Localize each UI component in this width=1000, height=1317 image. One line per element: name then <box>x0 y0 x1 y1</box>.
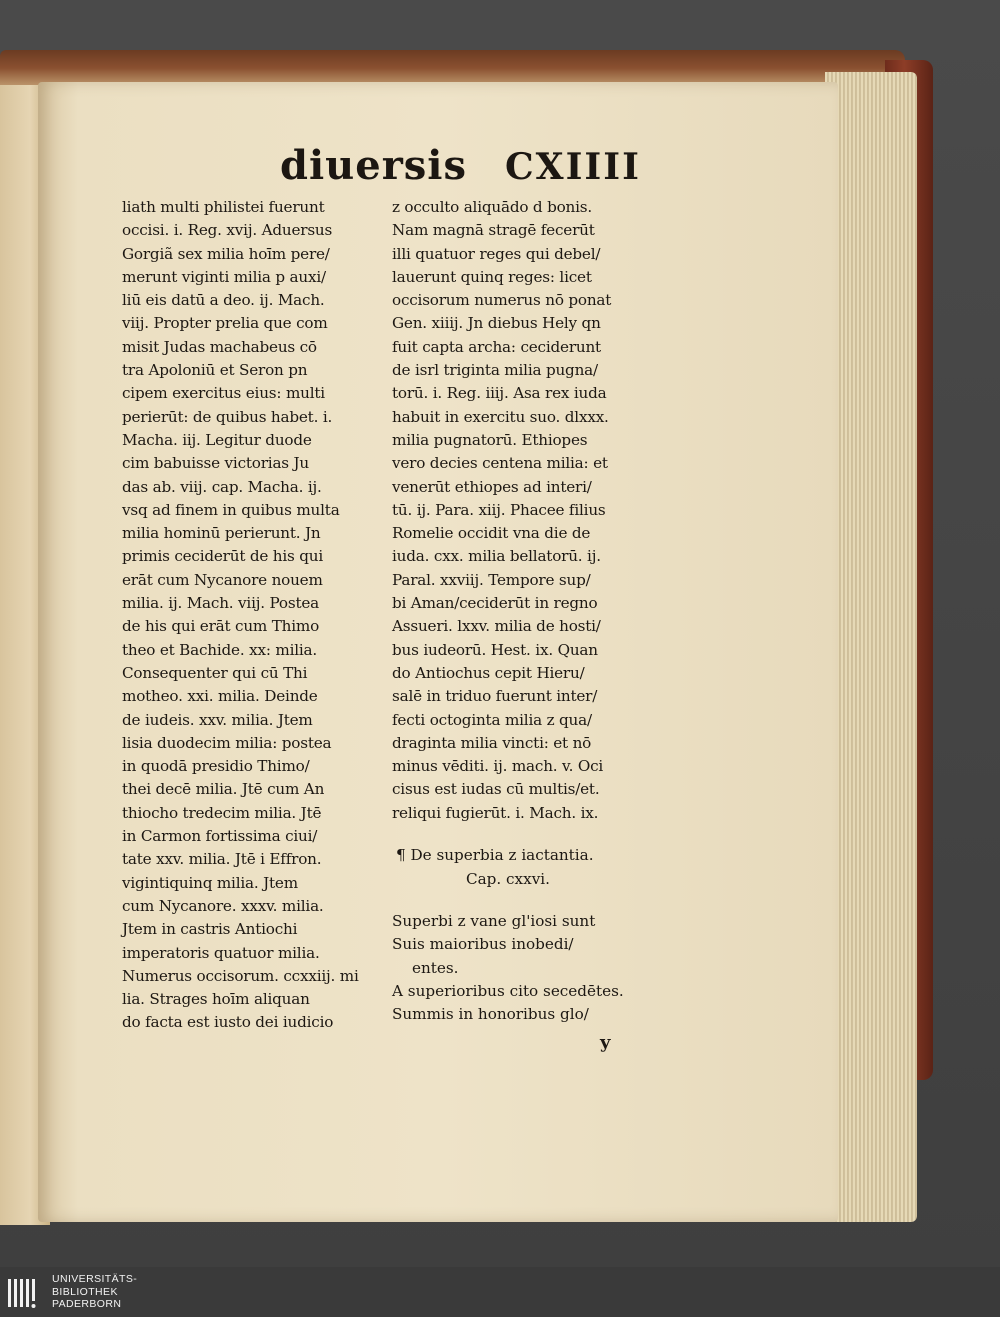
text-line: fuit capta archa: ceciderunt <box>392 337 601 356</box>
text-line: milia hominū perierunt. Jn <box>122 524 321 543</box>
library-footer <box>0 1267 1000 1317</box>
text-line: lia. Strages hoīm aliquan <box>122 990 310 1009</box>
library-name-line: PADERBORN <box>52 1298 122 1310</box>
chapter-title: ¶ De superbia z iactantia. <box>396 846 594 864</box>
verse-block <box>392 910 650 1026</box>
text-line: Gen. xiiij. Jn diebus Hely qn <box>392 314 601 333</box>
chapter-heading <box>396 843 646 891</box>
library-logo-icon <box>6 1273 46 1313</box>
verse-line: Suis maioribus inobedi/ <box>392 935 574 954</box>
text-line: lauerunt quinq reges: licet <box>392 267 592 286</box>
text-line: erāt cum Nycanore nouem <box>122 570 323 589</box>
text-line: vigintiquinq milia. Jtem <box>122 873 298 892</box>
library-name-line: UNIVERSITÄTS- <box>52 1273 138 1285</box>
text-line: cim babuisse victorias Ju <box>122 454 309 473</box>
text-line: liath multi philistei fuerunt <box>122 198 325 216</box>
text-line: Romelie occidit vna die de <box>392 524 591 543</box>
text-line: thiocho tredecim milia. Jtē <box>122 803 322 822</box>
library-name-line: BIBLIOTHEK <box>52 1285 118 1298</box>
text-line: reliqui fugierūt. i. Mach. ix. <box>392 803 599 822</box>
left-text-column <box>122 196 380 1035</box>
verse-line: entes. <box>412 958 459 977</box>
chapter-number: Cap. cxxvi. <box>466 870 550 888</box>
text-line: vsq ad finem in quibus multa <box>122 500 340 519</box>
text-line: tū. ij. Para. xiij. Phacee filius <box>392 500 606 519</box>
text-line: tra Apoloniū et Seron pn <box>122 361 308 380</box>
text-line: merunt viginti milia p auxi/ <box>122 267 326 286</box>
text-line: cum Nycanore. xxxv. milia. <box>122 896 324 915</box>
text-line: salē in triduo fuerunt inter/ <box>392 687 598 706</box>
text-line: Consequenter qui cū Thi <box>122 663 308 682</box>
text-line: Gorgiã sex milia hoīm pere/ <box>122 244 330 263</box>
text-line: in quodā presidio Thimo/ <box>122 757 310 776</box>
text-line: habuit in exercitu suo. dlxxx. <box>392 407 609 426</box>
text-line: primis ceciderūt de his qui <box>122 547 324 566</box>
text-line: motheo. xxi. milia. Deinde <box>122 687 318 706</box>
text-line: lisia duodecim milia: postea <box>122 733 332 752</box>
text-line: milia. ij. Mach. viij. Postea <box>122 594 319 613</box>
text-line: de isrl triginta milia pugna/ <box>392 361 598 380</box>
text-line: cisus est iudas cū multis/et. <box>392 780 600 799</box>
text-line: bi Aman/ceciderūt in regno <box>392 594 598 613</box>
text-line: iuda. cxx. milia bellatorū. ij. <box>392 547 601 566</box>
page-block-edges <box>825 72 917 1222</box>
library-name <box>52 1273 137 1311</box>
text-line: in Carmon fortissima ciui/ <box>122 827 318 846</box>
text-line: fecti octoginta milia z qua/ <box>392 710 592 729</box>
text-line: draginta milia vincti: et nō <box>392 733 592 752</box>
verse-line: Superbi z vane gl'iosi sunt <box>392 912 596 930</box>
text-line: Nam magnā stragē fecerūt <box>392 221 595 240</box>
text-line: Macha. iij. Legitur duode <box>122 430 312 449</box>
text-line: das ab. viij. cap. Macha. ij. <box>122 477 322 496</box>
running-head-word: diuersis <box>280 142 468 189</box>
text-line: de iudeis. xxv. milia. Jtem <box>122 710 313 729</box>
text-line: imperatoris quatuor milia. <box>122 943 320 962</box>
text-line: misit Judas machabeus cō <box>122 337 317 356</box>
text-line: tate xxv. milia. Jtē i Effron. <box>122 850 322 869</box>
text-line: bus iudeorū. Hest. ix. Quan <box>392 640 598 659</box>
text-line: de his qui erāt cum Thimo <box>122 617 320 636</box>
text-line: Numerus occisorum. ccxxiij. mi <box>122 966 359 985</box>
text-line: milia pugnatorū. Ethiopes <box>392 430 588 449</box>
text-line: z occulto aliquādo d bonis. <box>392 198 592 216</box>
text-line: Paral. xxviij. Tempore sup/ <box>392 570 591 589</box>
right-text-column <box>392 196 650 825</box>
running-head <box>280 142 660 192</box>
text-line: perierūt: de quibus habet. i. <box>122 407 333 426</box>
verse-line: A superioribus cito secedētes. <box>392 981 624 1000</box>
text-line: occisorum numerus nō ponat <box>392 291 612 310</box>
text-line: cipem exercitus eius: multi <box>122 384 325 403</box>
text-line: occisi. i. Reg. xvij. Aduersus <box>122 221 333 240</box>
text-line: illi quatuor reges qui debel/ <box>392 244 601 263</box>
text-line: theo et Bachide. xx: milia. <box>122 640 318 659</box>
folio-number: CXIIII <box>505 146 641 188</box>
text-line: Jtem in castris Antiochi <box>122 920 298 939</box>
text-line: torū. i. Reg. iiij. Asa rex iuda <box>392 384 607 403</box>
text-line: viij. Propter prelia que com <box>122 314 328 333</box>
text-line: minus vēditi. ij. mach. v. Oci <box>392 757 604 776</box>
text-line: do facta est iusto dei iudicio <box>122 1013 334 1032</box>
text-line: do Antiochus cepit Hieru/ <box>392 663 585 682</box>
verse-line: Summis in honoribus glo/ <box>392 1005 589 1024</box>
text-line: venerūt ethiopes ad interi/ <box>392 477 592 496</box>
text-line: Assueri. lxxv. milia de hosti/ <box>392 617 601 636</box>
text-line: thei decē milia. Jtē cum An <box>122 780 325 799</box>
text-line: vero decies centena milia: et <box>392 454 608 473</box>
text-line: liū eis datū a deo. ij. Mach. <box>122 291 325 310</box>
signature-mark: y <box>600 1032 611 1053</box>
